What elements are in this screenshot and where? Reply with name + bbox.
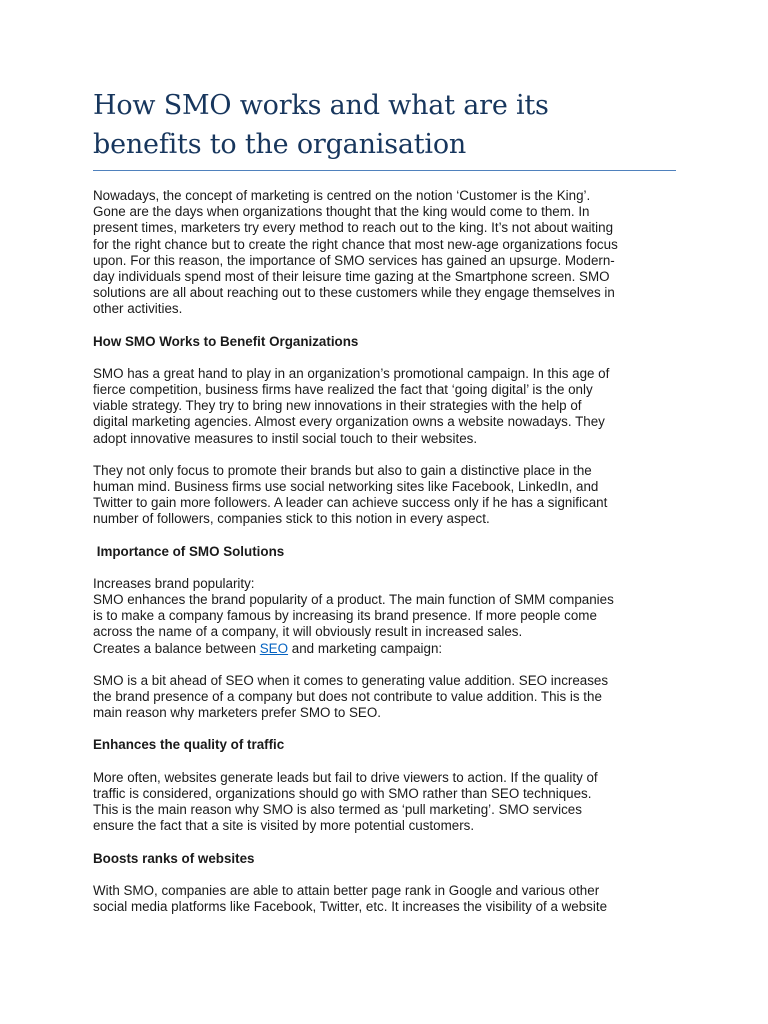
text-line: traffic is considered, organizations should go with SMO rather than SEO techniques. [93,785,592,801]
section-heading-boosts-ranks: Boosts ranks of websites [93,850,255,866]
text-line: upon. For this reason, the importance of SMO services has gained an upsurge. Modern- [93,252,615,268]
section4-paragraph [93,883,679,915]
text-line: across the name of a company, it will obviously result in increased sales. [93,624,523,640]
text-line: This is the main reason why SMO is also termed as ‘pull marketing’. SMO services [93,802,582,818]
title-line: benefits to the organisation [93,129,467,160]
text-line: is to make a company famous by increasing its brand presence. If more people come [93,608,597,624]
text-line: human mind. Business firms use social networking sites like Facebook, LinkedIn, and [93,479,599,495]
text-line: With SMO, companies are able to attain better page rank in Google and various other [93,882,600,898]
text-line: adopt innovative measures to instil social touch to their websites. [93,430,478,446]
text-line: SMO enhances the brand popularity of a product. The main function of SMM companies [93,592,614,608]
balance-suffix-text: and marketing campaign: [288,640,443,656]
text-line: day individuals spend most of their leisure time gazing at the Smartphone screen. SMO [93,269,610,285]
text-line: other activities. [93,301,183,317]
section-heading-traffic-quality: Enhances the quality of traffic [93,737,285,753]
text-line: present times, marketers try every method to reach out to the king. It’s not about waiting [93,220,614,236]
section2-paragraph-2 [93,673,679,722]
text-line: Nowadays, the concept of marketing is centred on the notion ‘Customer is the King’. [93,188,591,203]
text-line: fierce competition, business firms have realized the fact that ‘going digital’ is the only [93,382,593,398]
title-underline-rule [93,170,676,171]
text-line: Twitter to gain more followers. A leader can achieve success only if he has a significant [93,495,608,511]
text-line: for the right chance but to create the right chance that most new-age organizations focus [93,236,618,252]
intro-paragraph [93,188,679,318]
text-line: social media platforms like Facebook, Twitter, etc. It increases the visibility of a website [93,898,608,914]
text-line: viable strategy. They try to bring new innovations in their strategies with the help of [93,398,582,414]
text-line-with-link [93,641,679,657]
title-line: How SMO works and what are its [93,90,549,121]
text-line: SMO is a bit ahead of SEO when it comes to generating value addition. SEO increases [93,672,609,688]
document-content [93,86,679,931]
section3-paragraph [93,770,679,835]
text-line: main reason why marketers prefer SMO to SEO. [93,705,381,721]
balance-prefix-text: Creates a balance between [93,640,260,656]
text-line: More often, websites generate leads but fail to drive viewers to action. If the quality of [93,769,598,785]
section1-paragraph-2 [93,463,679,528]
text-line: the brand presence of a company but does not contribute to value addition. This is the [93,689,602,705]
text-line: Gone are the days when organizations thought that the king would come to them. In [93,204,590,220]
seo-link[interactable]: SEO [259,640,289,656]
text-line: Increases brand popularity: [93,575,255,591]
section2-paragraph-1 [93,576,679,657]
text-line: number of followers, companies stick to this notion in every aspect. [93,511,490,527]
text-line: digital marketing agencies. Almost every organization owns a website nowadays. They [93,414,605,430]
text-line: ensure the fact that a site is visited by more potential customers. [93,818,475,834]
section-heading-importance-of-smo: Importance of SMO Solutions [93,543,285,559]
text-line: They not only focus to promote their brands but also to gain a distinctive place in the [93,462,592,478]
section-heading-how-smo-works: How SMO Works to Benefit Organizations [93,333,359,349]
section1-paragraph-1 [93,366,679,447]
document-title [93,86,679,170]
text-line: SMO has a great hand to play in an organization’s promotional campaign. In this age of [93,365,610,381]
text-line: solutions are all about reaching out to these customers while they engage themselves in [93,285,615,301]
